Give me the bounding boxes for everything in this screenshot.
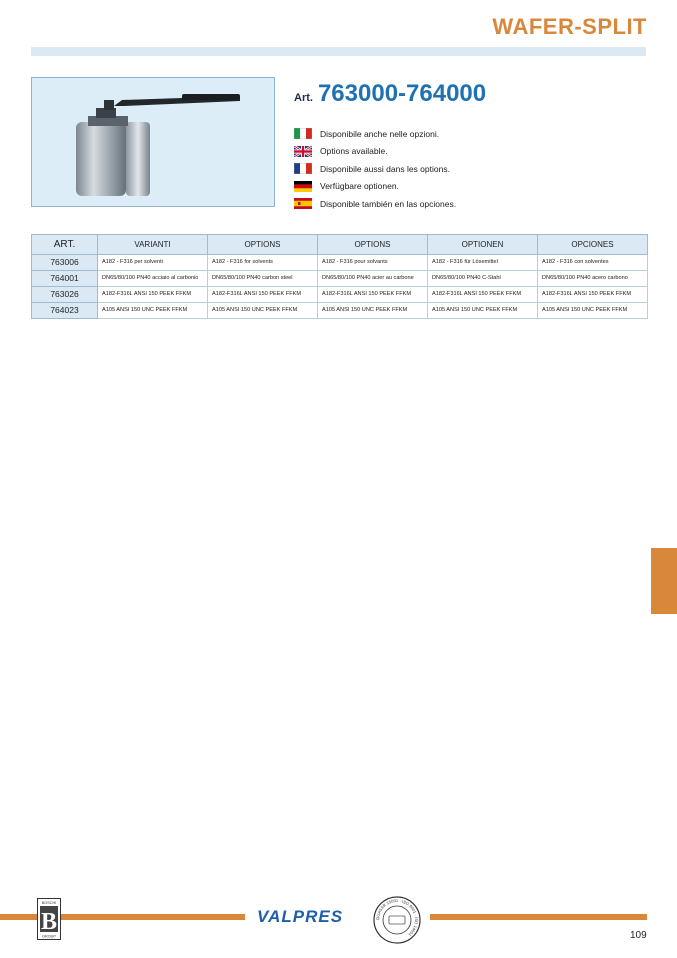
table-cell: DN65/80/100 PN40 acciaio al carbonio [98,271,208,287]
table-cell: DN65/80/100 PN40 carbon steel [208,271,318,287]
article-heading [294,80,486,108]
title-underline-bar [31,47,646,56]
table-cell: A182-F316L ANSI 150 PEEK FFKM [428,287,538,303]
boschi-group-logo [37,898,61,940]
column-header-opciones: OPCIONES [538,235,648,255]
art-prefix: Art. [294,92,313,104]
table-cell: A182 - F316 for solvents [208,255,318,271]
bosch-bottom-text: GROUP [42,934,56,939]
lang-row-it [294,125,456,143]
table-cell: A105 ANSI 150 UNC PEEK FFKM [208,303,318,319]
lang-text-es: Disponible también en las opciones. [320,198,457,209]
table-cell: DN65/80/100 PN40 acier au carbone [318,271,428,287]
footer-orange-line-right [430,914,647,920]
table-row [32,287,648,303]
column-header-varianti: VARIANTI [98,235,208,255]
language-list [294,125,456,213]
lang-text-uk: Options available. [320,146,388,157]
bosch-top-text: BOSCHI [41,901,57,905]
lang-row-es [294,195,456,213]
it-flag-icon [294,128,312,139]
table-cell: A105 ANSI 150 UNC PEEK FFKM [428,303,538,319]
options-table [31,234,648,319]
bosch-letter: B [40,909,58,935]
page-title: WAFER-SPLIT [492,14,647,39]
table-cell: A182-F316L ANSI 150 PEEK FFKM [208,287,318,303]
table-cell: A182 - F316 für Lösemittel [428,255,538,271]
column-header-art: ART. [32,235,98,255]
fr-flag-icon [294,163,312,174]
lang-row-fr [294,160,456,178]
table-row [32,271,648,287]
table-row [32,255,648,271]
lang-text-it: Disponibile anche nelle opzioni. [320,128,440,139]
table-cell: A105 ANSI 150 UNC PEEK FFKM [318,303,428,319]
certification-seal-icon [372,895,422,945]
column-header-options-fr: OPTIONS [318,235,428,255]
cert-seal-text: QUASAR 15001 · ISO 9001 · ISO 14001 [374,897,420,938]
footer-orange-line-mid [58,914,245,920]
table-cell: A182 - F316 per solventi [98,255,208,271]
ball-valve-illustration [32,78,274,206]
art-number-cell: 764023 [32,303,98,319]
es-flag-icon [294,198,312,209]
art-code: 763000-764000 [317,80,487,107]
table-cell: DN65/80/100 PN40 acero carbono [538,271,648,287]
table-cell: A182 - F316 pour solvants [318,255,428,271]
table-header-row [32,235,648,255]
footer-orange-line-left [0,914,38,920]
valpres-text: VALPRES [257,907,344,926]
de-flag-icon [294,181,312,192]
art-number-cell: 763026 [32,287,98,303]
table-cell: A105 ANSI 150 UNC PEEK FFKM [538,303,648,319]
lang-text-de: Verfügbare optionen. [320,181,399,192]
valpres-logo [255,905,373,927]
table-cell: A182 - F316 con solventes [538,255,648,271]
art-number-cell: 764001 [32,271,98,287]
table-cell: A182-F316L ANSI 150 PEEK FFKM [318,287,428,303]
art-number-cell: 763006 [32,255,98,271]
product-photo [31,77,275,207]
table-cell: A105 ANSI 150 UNC PEEK FFKM [98,303,208,319]
page-number: 109 [630,930,647,941]
lang-text-fr: Disponibile aussi dans les options. [320,163,450,174]
table-cell: DN65/80/100 PN40 C-Stahl [428,271,538,287]
table-cell: A182-F316L ANSI 150 PEEK FFKM [538,287,648,303]
uk-flag-icon [294,146,312,157]
lang-row-de [294,178,456,196]
table-cell: A182-F316L ANSI 150 PEEK FFKM [98,287,208,303]
lang-row-uk [294,143,456,161]
table-row [32,303,648,319]
section-side-tab [651,548,677,614]
column-header-options-en: OPTIONS [208,235,318,255]
column-header-optionen: OPTIONEN [428,235,538,255]
